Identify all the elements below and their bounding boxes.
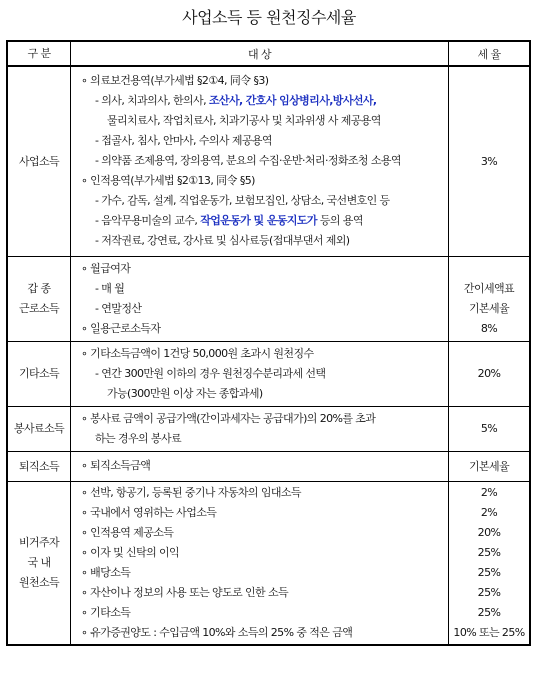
wage-rate: 기본세율 bbox=[468, 301, 510, 315]
row-wage-income bbox=[7, 256, 530, 341]
nonresident-rate: 25% bbox=[477, 605, 501, 619]
page-title: 사업소득 등 원천징수세율 bbox=[182, 8, 356, 27]
business-text: - 음악무용미술의 교수, bbox=[95, 214, 201, 228]
business-line: ∘ 인적용역(부가세법 §2①13, 同令 §5) bbox=[81, 174, 255, 188]
wage-line: ∘ 일용근로소득자 bbox=[81, 321, 161, 335]
nonresident-rate: 10% 또는 25% bbox=[453, 625, 525, 639]
nonresident-line: ∘ 자산이나 정보의 사용 또는 양도로 인한 소득 bbox=[81, 585, 289, 599]
business-line: - 저작권료, 강연료, 강사료 및 심사료등(접대부댄서 제외) bbox=[95, 234, 350, 248]
business-text: - 의사, 치과의사, 한의사, bbox=[95, 94, 209, 108]
wage-line: - 매 월 bbox=[95, 281, 125, 295]
header-rate: 세 율 bbox=[449, 41, 531, 66]
nonresident-label-line: 국 내 bbox=[27, 555, 51, 569]
wage-targets bbox=[71, 256, 449, 341]
wage-label-line: 근로소득 bbox=[18, 301, 60, 315]
row-nonresident-income bbox=[7, 481, 530, 645]
wage-line: ∘ 월급여자 bbox=[81, 261, 131, 275]
business-line: - 가수, 감독, 설계, 직업운동가, 보험모집인, 상담소, 국선변호인 등 bbox=[95, 194, 390, 208]
business-line bbox=[75, 211, 444, 231]
other-line: - 연간 300만원 이하의 경우 원천징수분리과세 선택 bbox=[95, 366, 326, 380]
wage-rates bbox=[449, 256, 531, 341]
service-line: ∘ 봉사료 금액이 공급가액(간이과세자는 공급대가)의 20%를 초과 bbox=[81, 411, 376, 425]
business-line: 물리치료사, 작업치료사, 치과기공사 및 치과위생 사 제공용역 bbox=[107, 114, 381, 128]
wage-rate: 8% bbox=[480, 321, 498, 335]
business-line bbox=[75, 91, 444, 111]
highlight-text: 조산사, 간호사 임상병리사,방사선사, bbox=[208, 94, 377, 108]
service-line: 하는 경우의 봉사료 bbox=[95, 431, 182, 445]
nonresident-rate: 25% bbox=[477, 585, 501, 599]
row-service-income bbox=[7, 406, 530, 451]
retirement-rate: 기본세율 bbox=[449, 451, 531, 481]
business-label: 사업소득 bbox=[7, 66, 71, 256]
nonresident-line: ∘ 선박, 항공기, 등록된 중기나 자동차의 임대소득 bbox=[81, 485, 301, 499]
withholding-rate-table bbox=[6, 40, 531, 646]
other-rate: 20% bbox=[449, 341, 531, 406]
nonresident-line: ∘ 국내에서 영위하는 사업소득 bbox=[81, 505, 217, 519]
nonresident-rate: 2% bbox=[480, 485, 498, 499]
row-business-income bbox=[7, 66, 530, 256]
wage-line: - 연말정산 bbox=[95, 301, 142, 315]
highlight-text: 작업운동가 및 운동지도가 bbox=[200, 214, 317, 228]
business-rate: 3% bbox=[449, 66, 531, 256]
business-text: 등의 용역 bbox=[316, 214, 363, 228]
nonresident-label bbox=[7, 481, 71, 645]
nonresident-label-line: 비거주자 bbox=[18, 535, 60, 549]
wage-label-line: 갑 종 bbox=[27, 281, 51, 295]
row-other-income bbox=[7, 341, 530, 406]
service-targets bbox=[71, 406, 449, 451]
service-rate: 5% bbox=[449, 406, 531, 451]
nonresident-line: ∘ 인적용역 제공소득 bbox=[81, 525, 174, 539]
nonresident-rate: 25% bbox=[477, 545, 501, 559]
header-category: 구 분 bbox=[7, 41, 71, 66]
service-label: 봉사료소득 bbox=[7, 406, 71, 451]
nonresident-line: ∘ 유가증권양도 : 수입금액 10%와 소득의 25% 중 적은 금액 bbox=[81, 625, 353, 639]
other-targets bbox=[71, 341, 449, 406]
business-line: - 의약품 조제용역, 장의용역, 분요의 수집·운반·처리·정화조청 소용역 bbox=[95, 154, 401, 168]
nonresident-rate: 25% bbox=[477, 565, 501, 579]
nonresident-rate: 20% bbox=[477, 525, 501, 539]
row-retirement-income bbox=[7, 451, 530, 481]
business-line: ∘ 의료보건용역(부가세법 §2①4, 同令 §3) bbox=[81, 74, 269, 88]
nonresident-line: ∘ 배당소득 bbox=[81, 565, 131, 579]
nonresident-line: ∘ 이자 및 신탁의 이익 bbox=[81, 545, 180, 559]
retirement-label: 퇴직소득 bbox=[7, 451, 71, 481]
retirement-targets bbox=[71, 451, 449, 481]
wage-rate: 간이세액표 bbox=[463, 281, 515, 295]
header-row bbox=[7, 41, 530, 66]
business-targets bbox=[71, 66, 449, 256]
other-line: 가능(300만원 이상 자는 종합과세) bbox=[107, 386, 263, 400]
nonresident-rates bbox=[449, 481, 531, 645]
header-target: 대 상 bbox=[71, 41, 449, 66]
nonresident-targets bbox=[71, 481, 449, 645]
nonresident-rate: 2% bbox=[480, 505, 498, 519]
retirement-line: ∘ 퇴직소득금액 bbox=[81, 459, 151, 472]
other-label: 기타소득 bbox=[7, 341, 71, 406]
other-line: ∘ 기타소득금액이 1건당 50,000원 초과시 원천징수 bbox=[81, 346, 314, 360]
wage-label bbox=[7, 256, 71, 341]
nonresident-line: ∘ 기타소득 bbox=[81, 605, 131, 619]
nonresident-label-line: 원천소득 bbox=[18, 575, 60, 589]
business-line: - 접골사, 침사, 안마사, 수의사 제공용역 bbox=[95, 134, 272, 148]
